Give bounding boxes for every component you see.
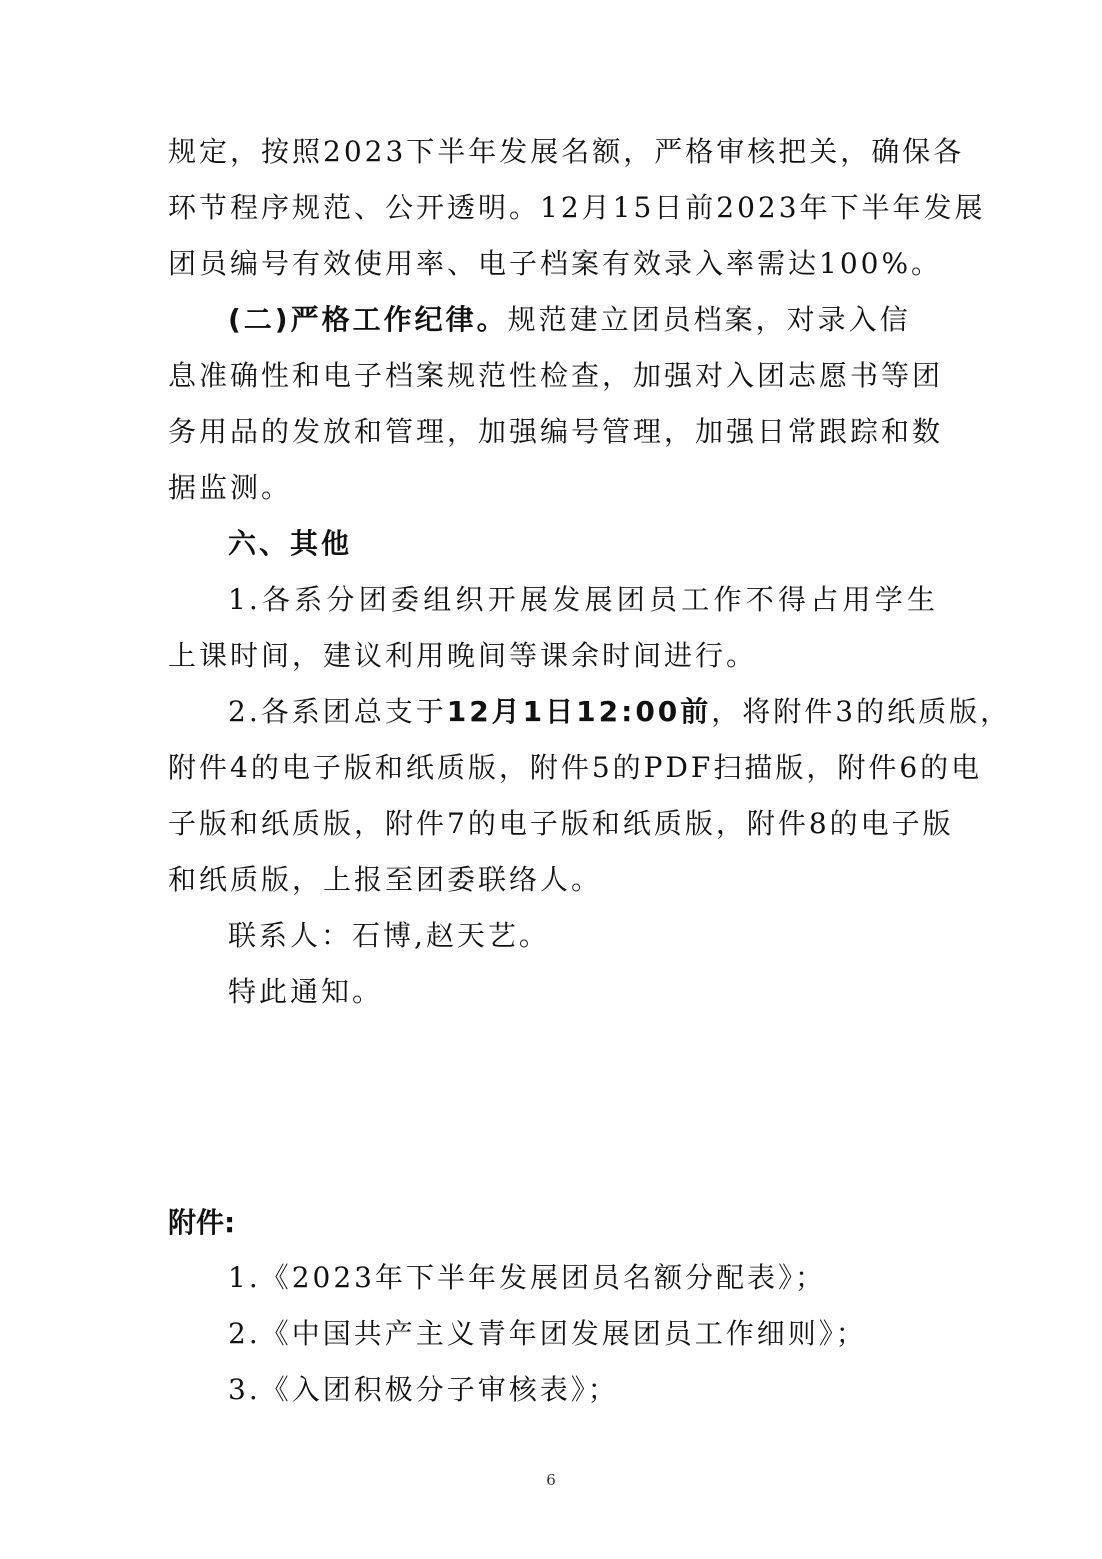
list-item-line: 和纸质版，上报至团委联络人。 <box>168 863 603 896</box>
paragraph-first-line <box>228 300 938 340</box>
paragraph-line: 据监测。 <box>168 471 293 504</box>
section-heading: 六、其他 <box>228 527 353 560</box>
paragraph-line: 息准确性和电子档案规范性检查，加强对入团志愿书等团 <box>168 359 944 392</box>
contact-line: 联系人：石博,赵天艺。 <box>228 919 550 952</box>
list-item-text: 2.各系团总支于 <box>228 695 447 728</box>
attachment-item: 1.《2023年下半年发展团员名额分配表》； <box>228 1261 826 1294</box>
attachment-item: 3.《入团积极分子审核表》； <box>228 1373 619 1406</box>
paragraph-line: 环节程序规范、公开透明。12月15日前2023年下半年发展 <box>168 191 986 224</box>
deadline-text: 12月1日12:00前 <box>446 695 712 728</box>
list-item-line: 子版和纸质版，附件7的电子版和纸质版，附件8的电子版 <box>168 807 954 840</box>
list-item-text: ，将附件3的纸质版， <box>711 695 1012 728</box>
paragraph-line: 务用品的发放和管理，加强编号管理，加强日常跟踪和数 <box>168 415 944 448</box>
paragraph-line: 团员编号有效使用率、电子档案有效录入率需达100%。 <box>168 247 943 280</box>
paragraph-line: 规定，按照2023下半年发展名额，严格审核把关，确保各 <box>168 135 965 168</box>
page-number: 6 <box>546 1471 556 1489</box>
list-item-line: 1.各系分团委组织开展发展团员工作不得占用学生 <box>228 583 938 616</box>
attachment-item: 2.《中国共产主义青年团发展团员工作细则》； <box>228 1317 867 1350</box>
closing-line: 特此通知。 <box>228 975 384 1008</box>
list-item-first-line <box>228 692 1012 732</box>
subsection-heading: (二)严格工作纪律。 <box>228 303 508 336</box>
list-item-line: 上课时间，建议利用晚间等课余时间进行。 <box>168 639 758 672</box>
attachments-label: 附件: <box>168 1206 236 1239</box>
paragraph-text: 规范建立团员档案，对录入信 <box>507 303 911 336</box>
list-item-line: 附件4的电子版和纸质版，附件5的PDF扫描版，附件6的电 <box>168 751 983 784</box>
